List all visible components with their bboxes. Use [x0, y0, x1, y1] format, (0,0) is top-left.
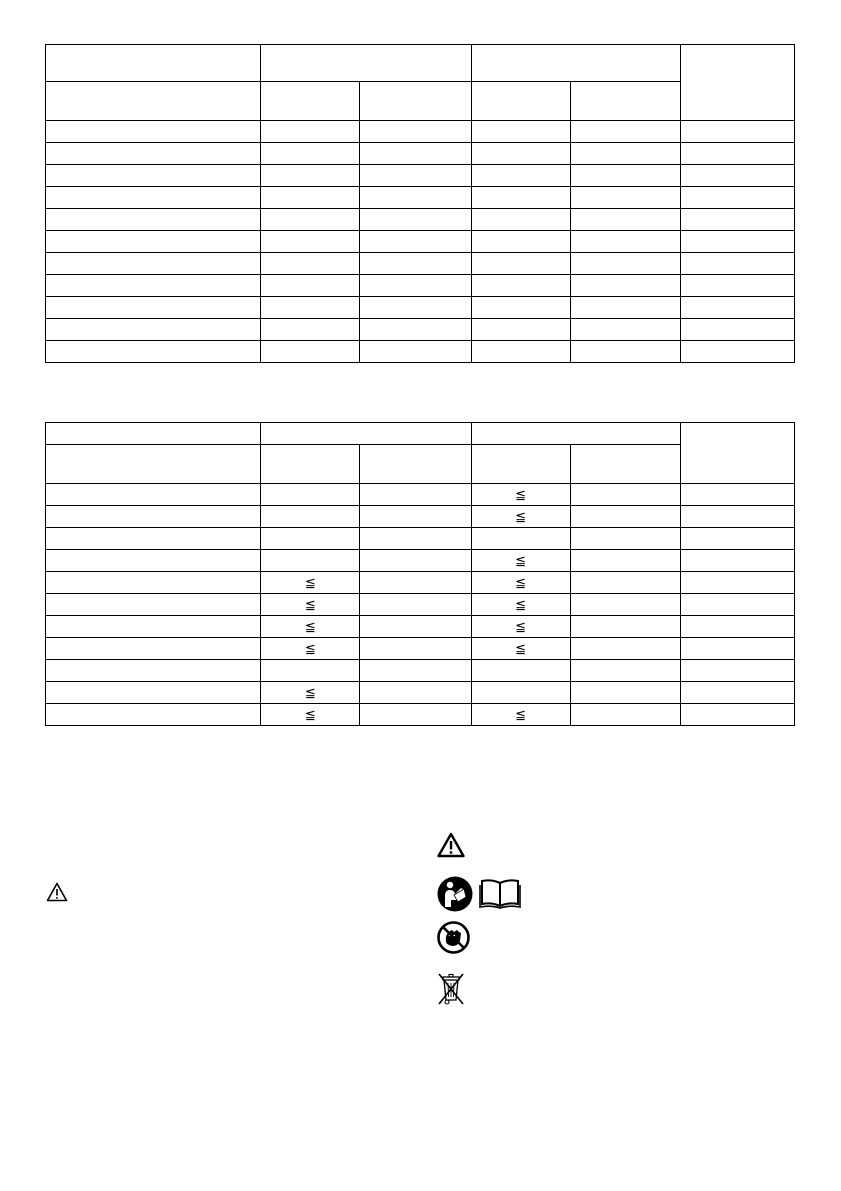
table-cell [360, 594, 471, 616]
header-group-1 [261, 423, 471, 445]
table-row [46, 209, 795, 231]
less-equal-symbol: ≦ [515, 598, 527, 613]
table-cell [471, 209, 570, 231]
table-cell [261, 638, 360, 660]
table-row [46, 704, 795, 726]
table-cell [360, 550, 471, 572]
table-cell [360, 660, 471, 682]
table-cell [570, 638, 680, 660]
table-cell [261, 704, 360, 726]
table-cell [46, 165, 261, 187]
table-cell [261, 506, 360, 528]
table-cell [261, 616, 360, 638]
table-cell [570, 165, 680, 187]
table-cell [680, 638, 794, 660]
table-cell [471, 143, 570, 165]
table-row [46, 165, 795, 187]
header-col-5 [570, 445, 680, 484]
header-col-5 [570, 82, 680, 121]
table-cell [471, 297, 570, 319]
table-cell [471, 704, 570, 726]
less-equal-symbol: ≦ [304, 598, 316, 613]
table-cell [471, 253, 570, 275]
table-row [46, 187, 795, 209]
table-cell [360, 165, 471, 187]
table-cell [46, 209, 261, 231]
table-cell [680, 121, 794, 143]
table-cell [261, 165, 360, 187]
table-cell [471, 187, 570, 209]
table-cell [46, 528, 261, 550]
table-row [46, 682, 795, 704]
table-cell [570, 616, 680, 638]
table-cell [261, 143, 360, 165]
table-cell [570, 187, 680, 209]
table-cell [471, 616, 570, 638]
table-cell [471, 506, 570, 528]
less-equal-symbol: ≦ [304, 576, 316, 591]
table-cell [680, 704, 794, 726]
table-cell [680, 319, 794, 341]
table-cell [360, 143, 471, 165]
table-cell [261, 275, 360, 297]
table-cell [680, 550, 794, 572]
table-cell [360, 704, 471, 726]
table-cell [680, 506, 794, 528]
table-cell [360, 209, 471, 231]
header-col-6 [680, 45, 794, 121]
table-cell [680, 231, 794, 253]
table-cell [570, 209, 680, 231]
table-cell [46, 341, 261, 363]
table-row [46, 319, 795, 341]
table-cell [261, 319, 360, 341]
table-cell [680, 275, 794, 297]
table-row [46, 484, 795, 506]
table-cell [360, 231, 471, 253]
table-cell [471, 484, 570, 506]
table-header-row [46, 45, 795, 82]
header-col-2 [261, 82, 360, 121]
header-col-1 [46, 82, 261, 121]
table-cell [261, 550, 360, 572]
table-cell [570, 297, 680, 319]
table-cell [46, 704, 261, 726]
table-cell [261, 253, 360, 275]
spec-table-2 [45, 422, 795, 726]
table-cell [471, 638, 570, 660]
table-cell [680, 253, 794, 275]
table-cell [570, 319, 680, 341]
table-cell [680, 297, 794, 319]
table-cell [46, 572, 261, 594]
table-row [46, 297, 795, 319]
table-row [46, 231, 795, 253]
table-cell [360, 682, 471, 704]
table-cell [360, 484, 471, 506]
table-cell [680, 484, 794, 506]
table-cell [46, 231, 261, 253]
table-cell [261, 682, 360, 704]
table-cell [360, 275, 471, 297]
table-cell [46, 682, 261, 704]
less-equal-symbol: ≦ [515, 488, 527, 503]
table-cell [471, 528, 570, 550]
table-cell [46, 484, 261, 506]
table-cell [570, 231, 680, 253]
table-row [46, 572, 795, 594]
less-equal-symbol: ≦ [304, 642, 316, 657]
less-equal-symbol: ≦ [304, 620, 316, 635]
table-cell [680, 341, 794, 363]
table-cell [570, 704, 680, 726]
table-cell [261, 660, 360, 682]
less-equal-symbol: ≦ [515, 642, 527, 657]
table-cell [471, 275, 570, 297]
table-cell [680, 143, 794, 165]
table-cell [261, 484, 360, 506]
table-cell [360, 572, 471, 594]
no-wet-hands-icon [437, 921, 470, 954]
weee-crossed-bin-icon [437, 972, 465, 1006]
table-cell [570, 143, 680, 165]
table-cell [471, 572, 570, 594]
table-cell [360, 121, 471, 143]
header-col-2 [261, 445, 360, 484]
header-col-3 [360, 445, 471, 484]
table-cell [570, 121, 680, 143]
table-cell [46, 660, 261, 682]
table-cell [680, 209, 794, 231]
table-cell [46, 143, 261, 165]
table-cell [570, 484, 680, 506]
table-row [46, 275, 795, 297]
read-manual-icon [437, 876, 473, 912]
less-equal-symbol: ≦ [304, 686, 316, 701]
table-cell [46, 550, 261, 572]
table-cell [680, 187, 794, 209]
table-cell [360, 187, 471, 209]
table-cell [261, 187, 360, 209]
less-equal-symbol: ≦ [304, 708, 316, 723]
table-row [46, 638, 795, 660]
table-cell [46, 616, 261, 638]
table-cell [360, 253, 471, 275]
table-cell [471, 594, 570, 616]
header-col-4 [471, 82, 570, 121]
table-cell [261, 572, 360, 594]
table-cell [680, 594, 794, 616]
header-group-2 [471, 45, 680, 82]
table-cell [471, 165, 570, 187]
table-row [46, 143, 795, 165]
table-cell [261, 121, 360, 143]
table-cell [680, 528, 794, 550]
table-cell [46, 506, 261, 528]
table-cell [471, 231, 570, 253]
header-col-1 [46, 445, 261, 484]
table-cell [680, 616, 794, 638]
table-cell [570, 660, 680, 682]
table-cell [680, 682, 794, 704]
warning-small-icon [46, 882, 68, 902]
table-cell [261, 528, 360, 550]
table-cell [46, 594, 261, 616]
table-cell [261, 231, 360, 253]
table-cell [570, 572, 680, 594]
table-cell [570, 506, 680, 528]
header-empty-cell [46, 423, 261, 445]
table-cell [680, 572, 794, 594]
table-row [46, 253, 795, 275]
header-group-1 [261, 45, 471, 82]
table-cell [471, 341, 570, 363]
table-cell [570, 275, 680, 297]
table-cell [471, 682, 570, 704]
table-row [46, 506, 795, 528]
less-equal-symbol: ≦ [515, 576, 527, 591]
book-icon [479, 877, 521, 909]
table-cell [360, 506, 471, 528]
table-row [46, 341, 795, 363]
table-cell [261, 297, 360, 319]
table-cell [360, 528, 471, 550]
table-cell [570, 682, 680, 704]
table-cell [570, 341, 680, 363]
table-cell [46, 319, 261, 341]
less-equal-symbol: ≦ [515, 620, 527, 635]
less-equal-symbol: ≦ [515, 554, 527, 569]
table-cell [360, 319, 471, 341]
table-cell [46, 275, 261, 297]
table-cell [261, 341, 360, 363]
table-cell [471, 121, 570, 143]
table-cell [46, 121, 261, 143]
table-cell [360, 638, 471, 660]
table-cell [46, 253, 261, 275]
table-row [46, 550, 795, 572]
warning-icon [437, 832, 465, 858]
table-row [46, 528, 795, 550]
table-header-row [46, 423, 795, 445]
table-cell [46, 187, 261, 209]
header-col-6 [680, 423, 794, 484]
table-row [46, 594, 795, 616]
table-cell [680, 165, 794, 187]
less-equal-symbol: ≦ [515, 708, 527, 723]
table-cell [570, 528, 680, 550]
table-cell [680, 660, 794, 682]
header-col-4 [471, 445, 570, 484]
table-cell [46, 638, 261, 660]
less-equal-symbol: ≦ [515, 510, 527, 525]
table-cell [360, 341, 471, 363]
table-row [46, 121, 795, 143]
table-cell [471, 319, 570, 341]
header-col-3 [360, 82, 471, 121]
spec-table-1 [45, 44, 795, 363]
table-cell [46, 297, 261, 319]
table-cell [471, 660, 570, 682]
header-group-2 [471, 423, 680, 445]
header-empty-cell [46, 45, 261, 82]
table-cell [570, 594, 680, 616]
table-cell [570, 253, 680, 275]
table-cell [360, 616, 471, 638]
table-cell [261, 594, 360, 616]
table-cell [471, 550, 570, 572]
table-row [46, 660, 795, 682]
table-cell [261, 209, 360, 231]
table-row [46, 616, 795, 638]
table-cell [570, 550, 680, 572]
table-cell [360, 297, 471, 319]
